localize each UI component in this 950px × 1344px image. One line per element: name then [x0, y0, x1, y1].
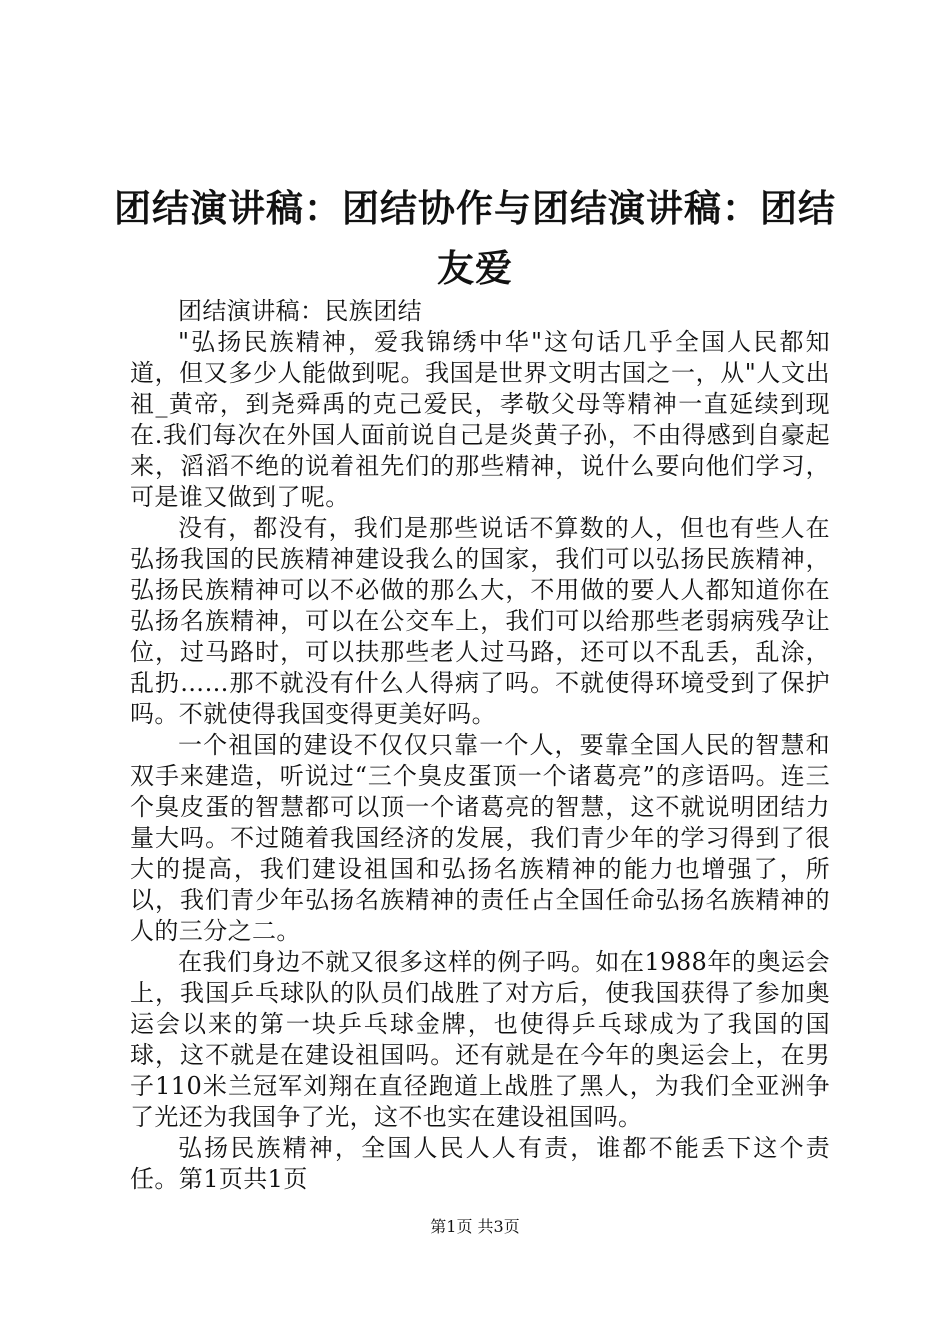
document-title: 团结演讲稿：团结协作与团结演讲稿：团结友爱	[114, 186, 836, 290]
document-body	[130, 296, 830, 1195]
paragraph: 弘扬民族精神，全国人民人人有责，谁都不能丢下这个责任。第1页共1页	[130, 1134, 830, 1193]
page-footer: 第1页 共3页	[430, 1217, 520, 1236]
paragraph: 没有，都没有，我们是那些说话不算数的人，但也有些人在弘扬我国的民族精神建设我么的国家，我们可以弘扬民族精神，弘扬民族精神可以不必做的那么大，不用做的要人人都知道你在弘扬名族精神，可以在公交车上，我们可以给那些老弱病残孕让位，过马路时，可以扶那些老人过马路，还可以不乱丢，乱涂，乱扔……那不就没有什么人得病了吗。不就使得环境受到了保护吗。不就使得我国变得更美好吗。	[130, 514, 830, 728]
paragraph: "弘扬民族精神，爱我锦绣中华"这句话几乎全国人民都知道，但又多少人能做到呢。我国是世界文明古国之一，从"人文出祖_黄帝，到尧舜禹的克己爱民，孝敬父母等精神一直延续到现在.我们每次在外国人面前说自己是炎黄子孙，不由得感到自豪起来，滔滔不绝的说着祖先们的那些精神，说什么要向他们学习，可是谁又做到了呢。	[130, 328, 830, 511]
paragraph: 一个祖国的建设不仅仅只靠一个人，要靠全国人民的智慧和双手来建造，听说过“三个臭皮蛋顶一个诸葛亮”的彦语吗。连三个臭皮蛋的智慧都可以顶一个诸葛亮的智慧，这不就说明团结力量大吗。不过随着我国经济的发展，我们青少年的学习得到了很大的提高，我们建设祖国和弘扬名族精神的能力也增强了，所以，我们青少年弘扬名族精神的责任占全国任命弘扬名族精神的人的三分之二。	[130, 731, 830, 945]
paragraph: 在我们身边不就又很多这样的例子吗。如在1988年的奥运会上，我国乒乓球队的队员们战胜了对方后，使我国获得了参加奥运会以来的第一块乒乓球金牌，也使得乒乓球成为了我国的国球，这不就是在建设祖国吗。还有就是在今年的奥运会上，在男子110米兰冠军刘翔在直径跑道上战胜了黑人，为我们全亚洲争了光还为我国争了光，这不也实在建设祖国吗。	[130, 948, 830, 1131]
paragraph-subtitle: 团结演讲稿：民族团结	[178, 297, 422, 325]
